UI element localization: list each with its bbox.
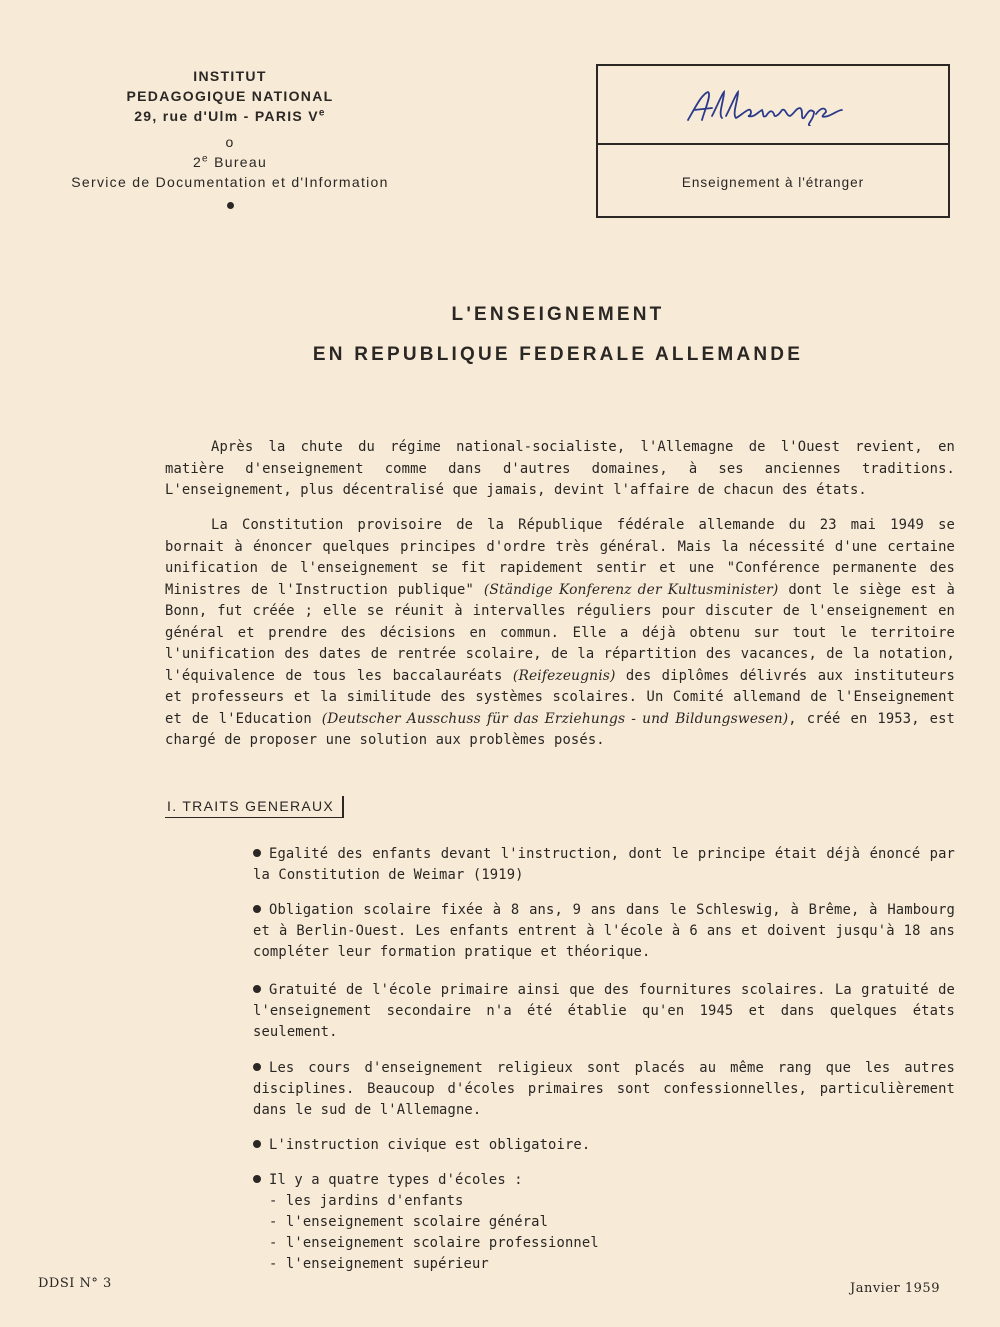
handwritten-signature-icon (682, 86, 862, 126)
p2-text-d: , créé en 1953, est chargé de proposer une solution aux problèmes posés. (165, 710, 955, 748)
header-bureau-word: Bureau (208, 154, 268, 170)
school-type-item: - l'enseignement scolaire professionnel (269, 1235, 599, 1251)
list-item-text: Gratuité de l'école primaire ainsi que des fournitures scolaires. La gratuité de l'enseignement secondaire n'a été établie qu'en 1945 et dans quelques états seulement. (253, 982, 955, 1040)
footer-document-number: DDSI N° 3 (38, 1276, 112, 1291)
intro-paragraph-1: Après la chute du régime national-socialiste, l'Allemagne de l'Ouest revient, en matière d'enseignement comme dans d'autres domaines, à ses anciennes traditions. L'enseignement, plus décentralisé que jamais, devint l'affaire de chacun des états. (165, 439, 955, 498)
list-item (165, 1170, 955, 1275)
p2-italic-ausschuss: (Deutscher Ausschuss für das Erziehungs - und Bildungswesen) (321, 710, 789, 727)
bullet-icon (253, 905, 261, 913)
header-bureau (20, 152, 440, 172)
header-address-sup: e (318, 107, 326, 119)
p2-text-c: des diplômes délivrés aux instituteurs et professeurs et la similitude des systèmes scolaires. Un Comité allemand de l'Enseignement et de l'Education (165, 667, 955, 727)
intro-paragraph-2 (165, 515, 955, 752)
header-address (20, 106, 440, 126)
header-address-text: 29, rue d'Ulm - PARIS V (134, 108, 319, 124)
p2-italic-reifezeugnis: (Reifezeugnis) (512, 667, 616, 684)
list-item-text-wrap (165, 844, 955, 886)
bullet-icon (253, 985, 261, 993)
bullet-icon (253, 1063, 261, 1071)
header-service: Service de Documentation et d'Information (71, 174, 389, 190)
list-item-text: Il y a quatre types d'écoles : (269, 1172, 523, 1188)
list-item-text: Egalité des enfants devant l'instruction, dont le principe était déjà énoncé par la Constitution de Weimar (1919) (253, 846, 955, 883)
list-item (165, 1135, 955, 1156)
document-title-line2: EN REPUBLIQUE FEDERALE ALLEMANDE (312, 344, 804, 365)
list-item-text: Les cours d'enseignement religieux sont placés au même rang que les autres disciplines. Beaucoup d'écoles primaires sont confessionnelles, particulièrement dans le sud de l'Allemagne. (253, 1060, 955, 1118)
institution-header (20, 66, 440, 209)
p2-text-b: dont le siège est à Bonn, fut créée ; elle se réunit à intervalles réguliers pour discuter de l'enseignement en général et prendre des décisions en commun. Elle a déjà obtenu sur tout le territoire l'unification des dates de rentrée scolaire, de la répartition des vacances, de la notation, l'équivalence de tous les baccalauréats (165, 581, 955, 684)
header-circle: o (225, 134, 235, 150)
header-bureau-num: 2 (192, 154, 203, 170)
document-title-line1: L'ENSEIGNEMENT (451, 304, 665, 325)
school-type-item: - les jardins d'enfants (269, 1193, 464, 1209)
school-type-item: - l'enseignement supérieur (269, 1256, 489, 1272)
bullet-icon (253, 1140, 261, 1148)
classification-stamp (596, 64, 950, 218)
section-heading-traits-generaux: I. TRAITS GENERAUX (165, 796, 344, 818)
list-item (165, 900, 955, 963)
list-item-text-wrap (165, 980, 955, 1043)
school-types-list (165, 1191, 955, 1275)
list-item-text: Obligation scolaire fixée à 8 ans, 9 ans dans le Schleswig, à Brême, à Hambourg et à Berlin-Ouest. Les enfants entrent à l'école à 6 ans et doivent jusqu'à 18 ans compléter leur formation pratique et théorique. (253, 902, 955, 960)
bullet-icon (253, 849, 261, 857)
header-institut: INSTITUT (193, 68, 267, 84)
list-item-text-wrap (165, 900, 955, 963)
header-bureau-sup: e (202, 153, 209, 165)
header-dot-icon (227, 202, 234, 209)
school-type-item: - l'enseignement scolaire général (269, 1214, 549, 1230)
footer-date: Janvier 1959 (850, 1281, 940, 1296)
p2-italic-conference: (Ständige Konferenz der Kultusminister) (483, 581, 779, 598)
list-item (165, 1058, 955, 1121)
list-item-text-wrap (165, 1135, 955, 1156)
header-pedagogique: PEDAGOGIQUE NATIONAL (126, 88, 334, 104)
list-item-text-wrap (165, 1170, 955, 1191)
list-item (165, 980, 955, 1043)
stamp-label: Enseignement à l'étranger (681, 175, 865, 190)
p2-text-a: La Constitution provisoire de la République fédérale allemande du 23 mai 1949 se bornait à énoncer quelques principes d'ordre très général. Mais la nécessité d'une certaine unification de l'enseignement se fit rapidement sentir et une "Conférence permanente des Ministres de l'Instruction publique" (165, 517, 955, 598)
bullet-icon (253, 1175, 261, 1183)
list-item-text: L'instruction civique est obligatoire. (269, 1137, 591, 1153)
stamp-handwritten-cell (598, 66, 948, 145)
list-item-text-wrap (165, 1058, 955, 1121)
list-item (165, 844, 955, 886)
